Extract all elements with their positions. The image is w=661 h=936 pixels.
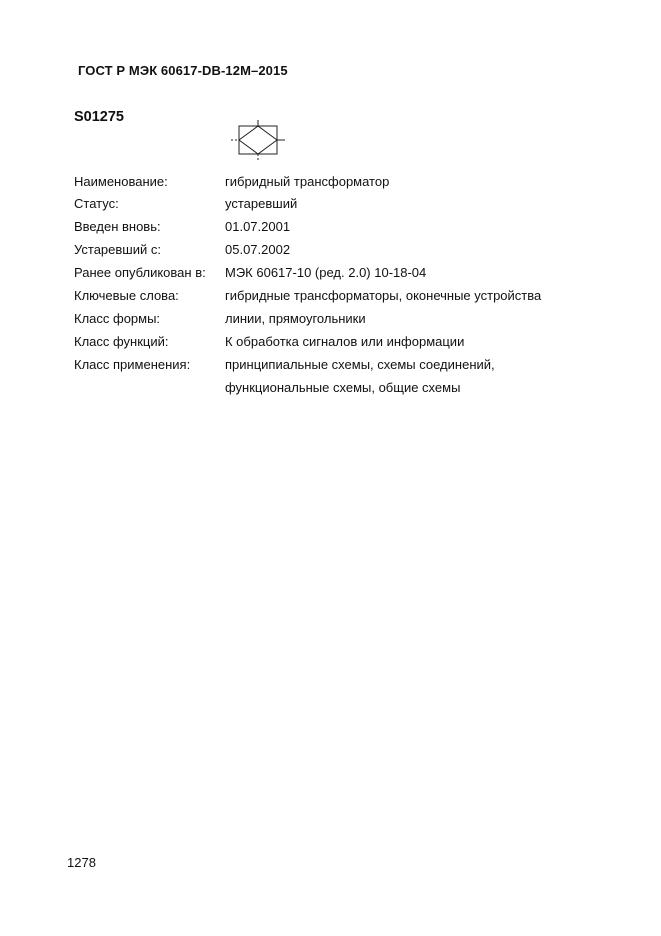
field-value-line: устаревший [225,196,298,211]
field-value-line: принципиальные схемы, схемы соединений, [225,357,495,372]
field-value [225,196,297,219]
field-value-line: гибридный трансформатор [225,174,390,189]
field-value [225,219,290,242]
field-value [225,311,366,334]
field-value [225,265,426,288]
field-value [225,174,389,197]
field-label: Класс применения: [74,357,191,372]
field-value-line: К обработка сигналов или информации [225,334,465,349]
field-label: Ключевые слова: [74,288,179,303]
field-label: Наименование: [74,174,168,189]
field-label: Класс функций: [74,334,169,349]
field-value [225,357,495,403]
field-value-line: линии, прямоугольники [225,311,366,326]
document-header: ГОСТ Р МЭК 60617-DB-12M–2015 [78,63,288,78]
field-value-line: функциональные схемы, общие схемы [225,380,461,395]
field-value [225,334,464,357]
field-label: Введен вновь: [74,219,161,234]
field-label: Класс формы: [74,311,161,326]
symbol-code: S01275 [74,109,124,125]
page-number: 1278 [67,855,96,870]
field-value [225,288,541,311]
field-value-line: гибридные трансформаторы, оконечные устройства [225,288,542,303]
field-label: Устаревший с: [74,242,161,257]
field-value-line: 01.07.2001 [225,219,291,234]
field-value-line: 05.07.2002 [225,242,291,257]
field-value [225,242,290,265]
field-label: Статус: [74,196,119,211]
hybrid-transformer-symbol-icon [231,120,285,160]
field-value-line: МЭК 60617-10 (ред. 2.0) 10-18-04 [225,265,427,280]
field-label: Ранее опубликован в: [74,265,206,280]
